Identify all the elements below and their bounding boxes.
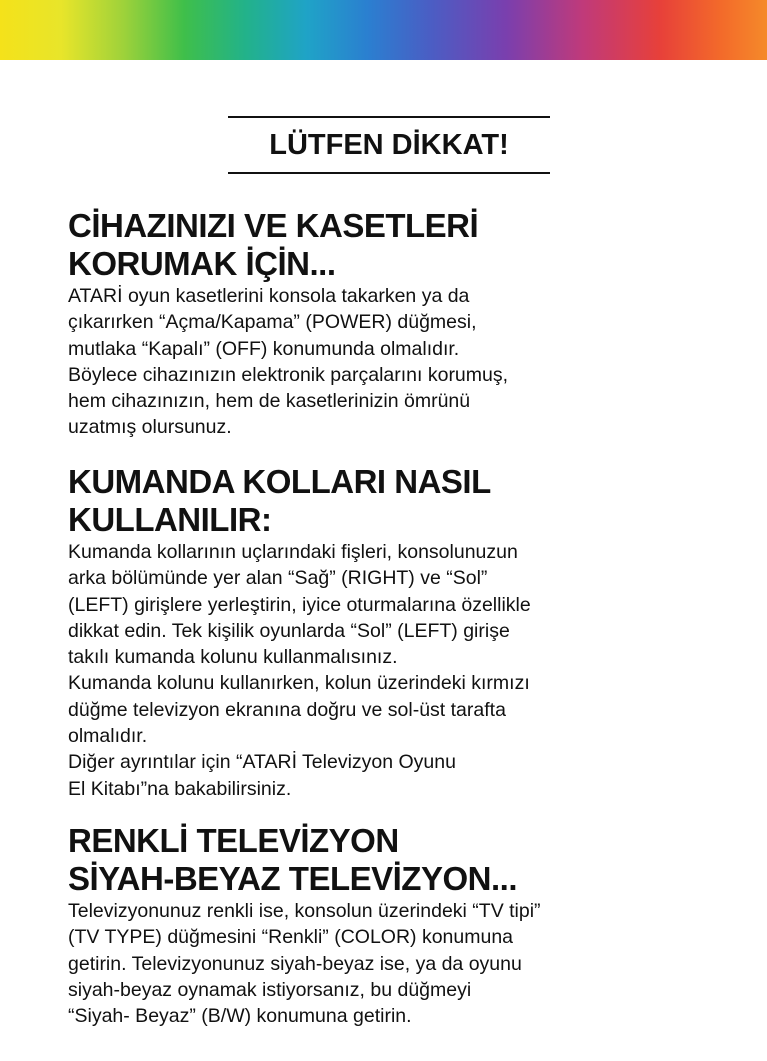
body-line: düğme televizyon ekranına doğru ve sol-üst tarafta	[68, 698, 506, 721]
body-line: Kumanda kollarının uçlarındaki fişleri, konsolunuzun	[68, 541, 518, 563]
title-box	[228, 116, 550, 174]
section-tv-type	[68, 822, 708, 1029]
body-line: olmalıdır.	[68, 725, 148, 748]
body-line: El Kitabı”na bakabilirsiniz.	[68, 777, 292, 800]
body-line: hem cihazınızın, hem de kasetlerinizin ömrünü	[68, 390, 471, 413]
heading-line: SİYAH-BEYAZ TELEVİZYON...	[68, 860, 517, 897]
body-line: (TV TYPE) düğmesini “Renkli” (COLOR) konumuna	[68, 926, 514, 949]
body-line: mutlaka “Kapalı” (OFF) konumunda olmalıdır.	[68, 337, 460, 360]
body-line: uzatmış olursunuz.	[68, 416, 232, 439]
body-line: takılı kumanda kolunu kullanmalısınız.	[68, 646, 398, 669]
body-line: Televizyonunuz renkli ise, konsolun üzerindeki “TV tipi”	[68, 900, 541, 922]
page-title: LÜTFEN DİKKAT!	[269, 128, 509, 161]
body-line: Böylece cihazınızın elektronik parçalarını korumuş,	[68, 363, 509, 386]
heading-line: CİHAZINIZI VE KASETLERİ	[68, 207, 479, 244]
heading-line: KUMANDA KOLLARI NASIL	[68, 463, 491, 500]
rainbow-banner	[0, 0, 767, 60]
section-body	[68, 539, 708, 802]
body-line: çıkarırken “Açma/Kapama” (POWER) düğmesi,	[68, 311, 477, 334]
body-line: getirin. Televizyonunuz siyah-beyaz ise, ya da oyunu	[68, 952, 522, 975]
body-line: arka bölümünde yer alan “Sağ” (RIGHT) ve “Sol”	[68, 567, 488, 590]
section-heading	[68, 207, 708, 283]
body-line: Diğer ayrıntılar için “ATARİ Televizyon Oyunu	[68, 751, 456, 774]
section-body	[68, 898, 708, 1029]
section-body	[68, 283, 708, 441]
section-protect-device	[68, 207, 708, 441]
section-heading	[68, 822, 708, 898]
section-heading	[68, 463, 708, 539]
body-line: (LEFT) girişlere yerleştirin, iyice oturmalarına özellikle	[68, 593, 531, 616]
body-line: ATARİ oyun kasetlerini konsola takarken ya da	[68, 285, 470, 307]
body-line: siyah-beyaz oynamak istiyorsanız, bu düğmeyi	[68, 978, 472, 1001]
heading-line: KORUMAK İÇİN...	[68, 245, 336, 282]
section-joysticks	[68, 463, 708, 802]
heading-line: KULLANILIR:	[68, 501, 272, 538]
heading-line: RENKLİ TELEVİZYON	[68, 822, 399, 859]
body-line: “Siyah- Beyaz” (B/W) konumuna getirin.	[68, 1005, 412, 1028]
body-line: Kumanda kolunu kullanırken, kolun üzerindeki kırmızı	[68, 672, 530, 695]
body-line: dikkat edin. Tek kişilik oyunlarda “Sol” (LEFT) girişe	[68, 619, 510, 642]
